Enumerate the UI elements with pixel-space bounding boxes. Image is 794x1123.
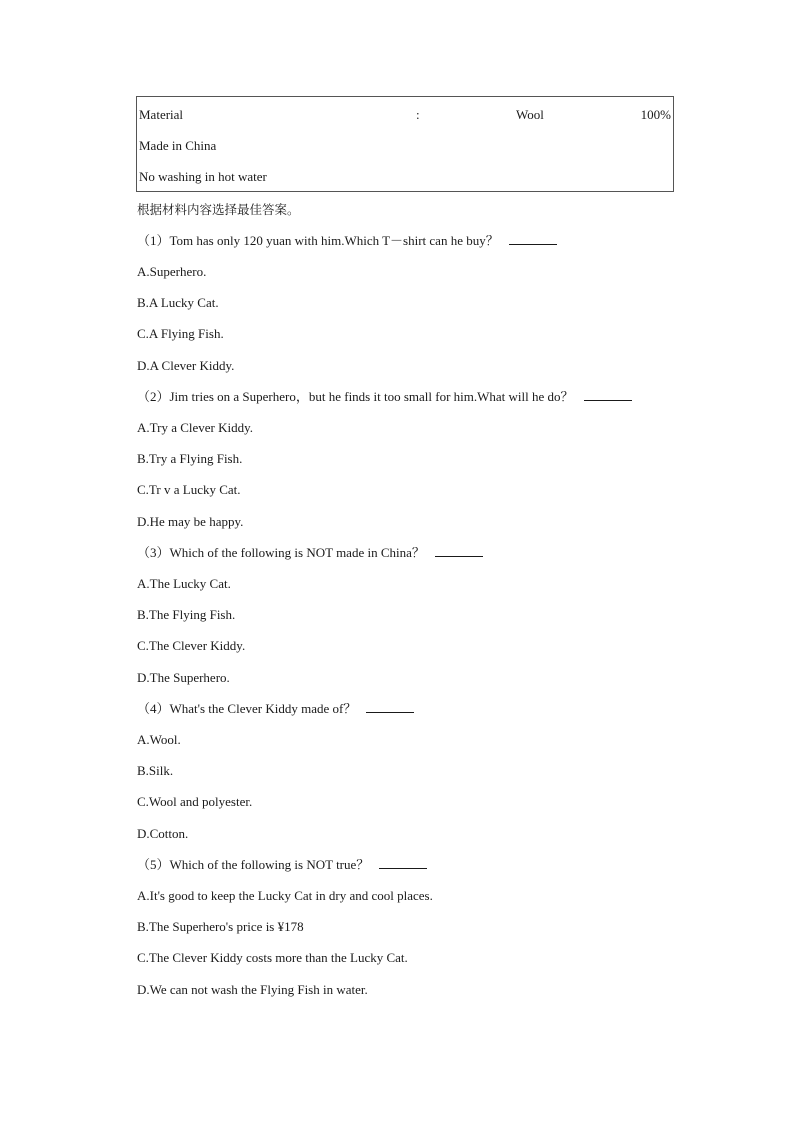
q3-option-d: D.The Superhero. [137, 670, 230, 685]
material-colon: : [416, 107, 420, 122]
q4-option-b: B.Silk. [137, 763, 174, 778]
q5-option-b: B.The Superhero's price is ¥178 [137, 919, 304, 934]
q5-option-a: A.It's good to keep the Lucky Cat in dry and cool places. [137, 888, 433, 903]
answer-blank-1[interactable] [509, 232, 557, 245]
q4-option-a: A.Wool. [137, 732, 181, 747]
q2-option-b: B.Try a Flying Fish. [137, 451, 243, 466]
question-5-text: （5）Which of the following is NOT true？ [137, 857, 370, 872]
washing-row: No washing in hot water [139, 169, 267, 184]
material-row [139, 105, 671, 125]
q1-option-c: C.A Flying Fish. [137, 326, 224, 341]
question-2-text: （2）Jim tries on a Superhero，but he finds it too small for him.What will he do？ [137, 389, 574, 404]
question-1-stem [137, 231, 557, 251]
q2-option-a: A.Try a Clever Kiddy. [137, 420, 254, 435]
q3-option-c: C.The Clever Kiddy. [137, 638, 246, 653]
answer-blank-3[interactable] [435, 544, 483, 557]
q4-option-c: C.Wool and polyester. [137, 794, 253, 809]
material-percent: 100% [640, 107, 671, 122]
q1-option-d: D.A Clever Kiddy. [137, 358, 235, 373]
q2-option-c: C.Tr v a Lucky Cat. [137, 482, 241, 497]
answer-blank-5[interactable] [379, 856, 427, 869]
instruction: 根据材料内容选择最佳答案。 [137, 202, 300, 217]
question-3-text: （3）Which of the following is NOT made in China？ [137, 545, 425, 560]
q5-option-d: D.We can not wash the Flying Fish in water. [137, 982, 368, 997]
clothing-label-box [136, 96, 674, 192]
question-3-stem [137, 543, 483, 563]
question-1-text: （1）Tom has only 120 yuan with him.Which T－shirt can he buy？ [137, 233, 499, 248]
q1-option-b: B.A Lucky Cat. [137, 295, 219, 310]
question-2-stem [137, 387, 632, 407]
question-4-stem [137, 699, 414, 719]
q1-option-a: A.Superhero. [137, 264, 207, 279]
question-4-text: （4）What's the Clever Kiddy made of？ [137, 701, 357, 716]
q3-option-b: B.The Flying Fish. [137, 607, 236, 622]
material-key: Material [139, 107, 184, 122]
q3-option-a: A.The Lucky Cat. [137, 576, 231, 591]
answer-blank-2[interactable] [584, 388, 632, 401]
q2-option-d: D.He may be happy. [137, 514, 244, 529]
q5-option-c: C.The Clever Kiddy costs more than the Lucky Cat. [137, 950, 408, 965]
answer-blank-4[interactable] [366, 700, 414, 713]
origin-row: Made in China [139, 138, 217, 153]
material-value: Wool [516, 107, 544, 122]
q4-option-d: D.Cotton. [137, 826, 189, 841]
question-5-stem [137, 855, 427, 875]
